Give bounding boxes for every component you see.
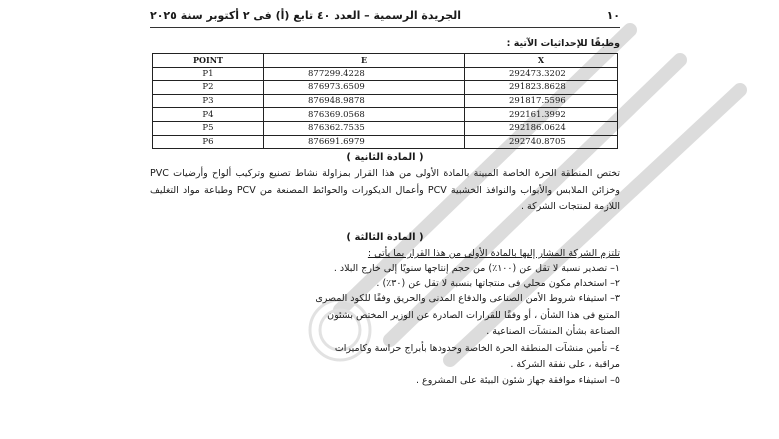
cell-e: 876369.0568 [264,108,465,122]
cell-x: 291817.5596 [465,94,618,108]
header-divider [150,27,620,28]
article-3-item-3: ٣– استيفاء شروط الأمن الصناعى والدفاع المدنى والحريق وفقًا للكود المصرى [315,293,620,304]
table-row [153,94,618,108]
gazette-title: الجريدة الرسمية – العدد ٤٠ تابع (أ) فى ٢ أكتوبر سنة ٢٠٢٥ [150,8,462,22]
article-3-item-5: ٥– استيفاء موافقة جهاز شئون البيئة على المشروع . [415,375,620,386]
article-3-title: ( المادة الثالثة ) [346,232,424,243]
cell-e: 876362.7535 [264,121,465,135]
table-header-row [153,54,618,68]
cell-point: P4 [153,108,264,122]
cell-e: 876973.6509 [264,81,465,95]
article-3-item-4-cont: مراقبة ، على نفقة الشركة . [510,359,620,370]
cell-point: P3 [153,94,264,108]
cell-x: 292186.0624 [465,121,618,135]
article-3-item-3-cont: المتبع فى هذا الشأن ، أو وفقًا للقرارات الصادرة عن الوزير المختص بشئون [327,310,620,321]
cell-e: 876948.9878 [264,94,465,108]
table-row [153,67,618,81]
cell-point: P6 [153,135,264,149]
article-3-item-2: ٢– استخدام مكون محلي فى منتجاتها بنسبة لا تقل عن (٣٠٪) . [376,278,620,289]
column-header-e: E [264,54,465,68]
cell-x: 292161.3992 [465,108,618,122]
article-3-intro: تلتزم الشركة المشار إليها بالمادة الأولى من هذا القرار بما يأتي : [367,248,620,259]
page-number: ١٠ [606,8,620,22]
article-2-title: ( المادة الثانية ) [346,152,424,163]
cell-x: 292473.3202 [465,67,618,81]
page-header [150,4,620,26]
cell-point: P5 [153,121,264,135]
article-2-text: تختص المنطقة الحرة الخاصة المبينة بالمادة الأولى من هذا القرار بمزاولة نشاط تصنيع وتركيب ألواح وأرضيات PVC وخزائن الملابس والأبواب والنوافذ الخشبية PCV وأعمال الديكورات والحوائط المصنعة من PCV وطباعة مواد التغليف اللازمة لمنتجات الشركة . [150,168,621,212]
article-3-item-4: ٤– تأمين منشآت المنطقة الحرة الخاصة وحدودها بأبراج حراسة وكاميرات [334,343,620,354]
table-row [153,108,618,122]
table-row [153,81,618,95]
table-row [153,121,618,135]
coordinates-heading: وطبقًا للإحداثيات الآتية : [506,38,620,49]
cell-x: 292740.8705 [465,135,618,149]
coordinates-table [152,53,618,149]
article-3-item-1: ١– تصدير نسبة لا تقل عن (١٠٠٪) من حجم إنتاجها سنويًا إلى خارج البلاد . [333,263,620,274]
cell-x: 291823.8628 [465,81,618,95]
column-header-x: X [465,54,618,68]
cell-point: P2 [153,81,264,95]
column-header-point: POINT [153,54,264,68]
cell-point: P1 [153,67,264,81]
table-row [153,135,618,149]
cell-e: 877299.4228 [264,67,465,81]
cell-e: 876691.6979 [264,135,465,149]
article-3-item-3-end: الصناعة بشأن المنشآت الصناعية . [486,326,620,337]
